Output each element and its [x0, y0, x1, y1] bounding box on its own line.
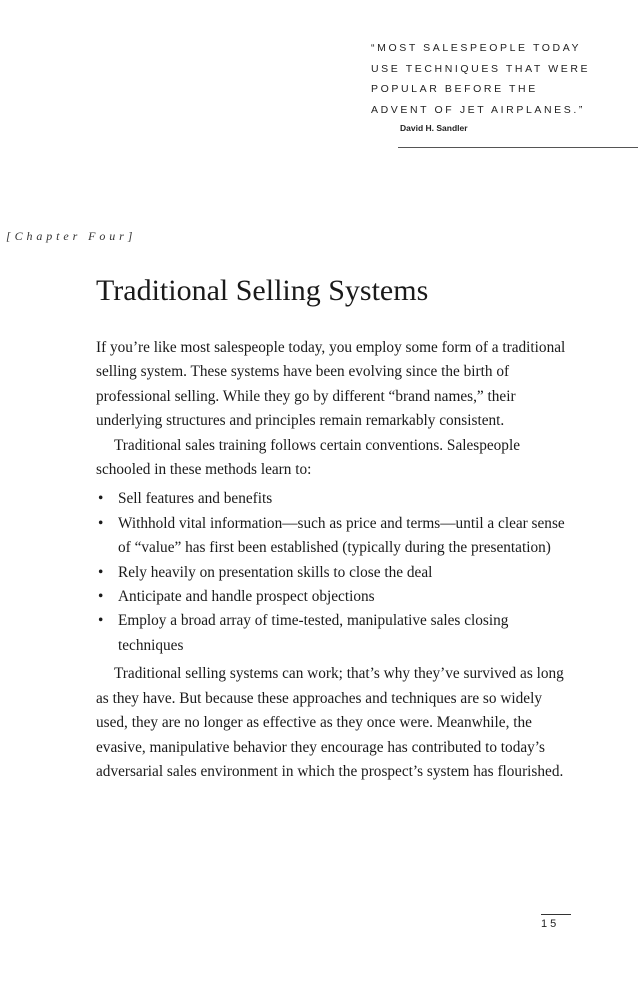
epigraph-line: POPULAR BEFORE THE	[371, 83, 538, 95]
epigraph-attribution: David H. Sandler	[400, 123, 468, 133]
page-number-divider	[541, 914, 571, 915]
paragraph-conclusion: Traditional selling systems can work; that’s why they’ve survived as long as they have. But because these approaches and techniques are so widely used, they are no longer as effective as they once were. Meanwhile, the evasive, manipulative behavior they encourage has contributed to today’s adversarial sales environment in which the prospect’s system has flourished.	[96, 665, 564, 780]
epigraph-line: “MOST SALESPEOPLE TODAY	[371, 42, 582, 54]
epigraph	[371, 38, 638, 135]
page-number: 15	[541, 918, 560, 930]
bullet-item: • Anticipate and handle prospect objections	[96, 585, 566, 609]
epigraph-line: USE TECHNIQUES THAT WERE	[371, 62, 591, 75]
bullet-item: • Sell features and benefits	[96, 487, 566, 511]
bullet-item: • Withhold vital information—such as price and terms—until a clear sense of “value” has first been established (typically during the presentation)	[96, 512, 566, 561]
bullet-list	[96, 487, 566, 658]
paragraph-intro: If you’re like most salespeople today, you employ some form of a traditional selling system. These systems have been evolving since the birth of professional selling. While they go by different “brand names,” their underlying structures and principles remain remarkably consistent.	[96, 339, 566, 430]
epigraph-line: ADVENT OF JET AIRPLANES.”	[371, 103, 585, 116]
bullet-item: • Employ a broad array of time-tested, manipulative sales closing techniques	[96, 609, 566, 658]
body-text	[96, 336, 566, 784]
epigraph-divider	[398, 147, 638, 148]
bullet-item: • Rely heavily on presentation skills to close the deal	[96, 561, 566, 585]
paragraph-conventions: Traditional sales training follows certain conventions. Salespeople schooled in these methods learn to:	[96, 436, 520, 479]
chapter-label: [Chapter Four]	[6, 229, 137, 243]
chapter-title: Traditional Selling Systems	[96, 274, 429, 307]
